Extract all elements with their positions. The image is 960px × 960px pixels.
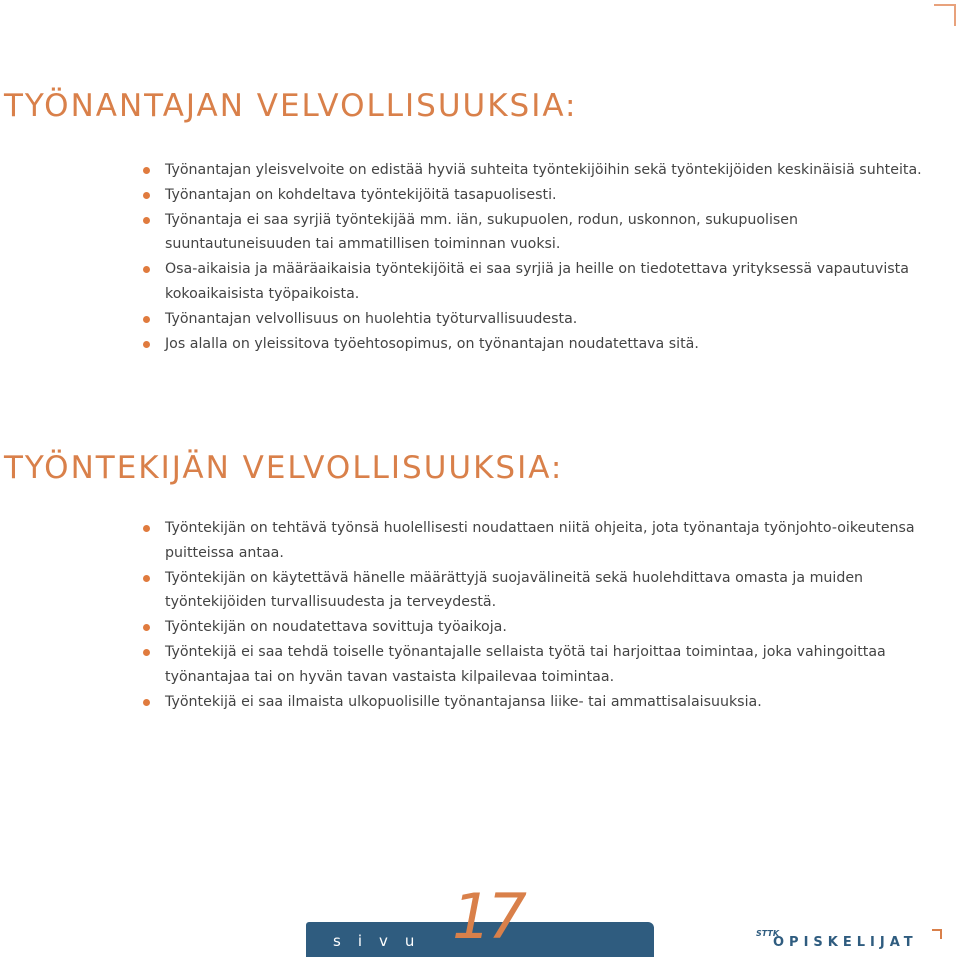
bullet-icon [143,316,150,323]
bullet-icon [143,649,150,656]
bullet-icon [143,217,150,224]
brand-logo-main: OPISKELIJAT [773,935,918,950]
list-item: Työntekijä ei saa tehdä toiselle työnantajalle sellaista työtä tai harjoittaa toimintaa, joka vahingoittaa työnantajaa tai on hyvän tavan vastaista kilpailevaa toimintaa. [143,640,943,690]
corner-crop-mark [934,4,956,26]
bullet-icon [143,699,150,706]
bullet-icon [143,192,150,199]
employee-duties-heading: TYÖNTEKIJÄN VELVOLLISUUKSIA: [4,450,564,486]
list-item: Työntekijän on tehtävä työnsä huolellisesti noudattaen niitä ohjeita, jota työnantaja työnjohto-oikeutensa puitteissa antaa. [143,516,943,566]
list-item: Työnantaja ei saa syrjiä työntekijää mm. iän, sukupuolen, rodun, uskonnon, sukupuolisen suuntautuneisuuden tai ammatillisen toiminnan vuoksi. [143,208,943,258]
list-item: Työntekijän on noudatettava sovittuja työaikoja. [143,615,943,640]
page-number: 17 [452,880,523,953]
list-item: Työnantajan yleisvelvoite on edistää hyviä suhteita työntekijöihin sekä työntekijöiden keskinäisiä suhteita. [143,158,943,183]
list-item: Työntekijän on käytettävä hänelle määrättyjä suojavälineitä sekä huolehdittava omasta ja muiden työntekijöiden turvallisuudesta ja terveydestä. [143,566,943,616]
bullet-icon [143,266,150,273]
employer-duties-heading: TYÖNANTAJAN VELVOLLISUUKSIA: [4,88,578,124]
bullet-icon [143,341,150,348]
employee-duties-list [143,516,943,714]
brand-accent-icon [932,929,942,939]
list-item: Työnantajan velvollisuus on huolehtia työturvallisuudesta. [143,307,943,332]
bullet-icon [143,167,150,174]
employer-duties-list [143,158,943,356]
brand-logo-small: STTK [756,929,780,938]
list-item: Osa-aikaisia ja määräaikaisia työntekijöitä ei saa syrjiä ja heille on tiedotettava yrityksessä vapautuvista kokoaikaisista työpaikoista. [143,257,943,307]
list-item: Työntekijä ei saa ilmaista ulkopuolisille työnantajansa liike- tai ammattisalaisuuksia. [143,690,943,715]
list-item: Jos alalla on yleissitova työehtosopimus, on työnantajan noudatettava sitä. [143,332,943,357]
list-item: Työnantajan on kohdeltava työntekijöitä tasapuolisesti. [143,183,943,208]
footer-page-label: sivu [333,932,432,950]
bullet-icon [143,525,150,532]
bullet-icon [143,624,150,631]
bullet-icon [143,575,150,582]
